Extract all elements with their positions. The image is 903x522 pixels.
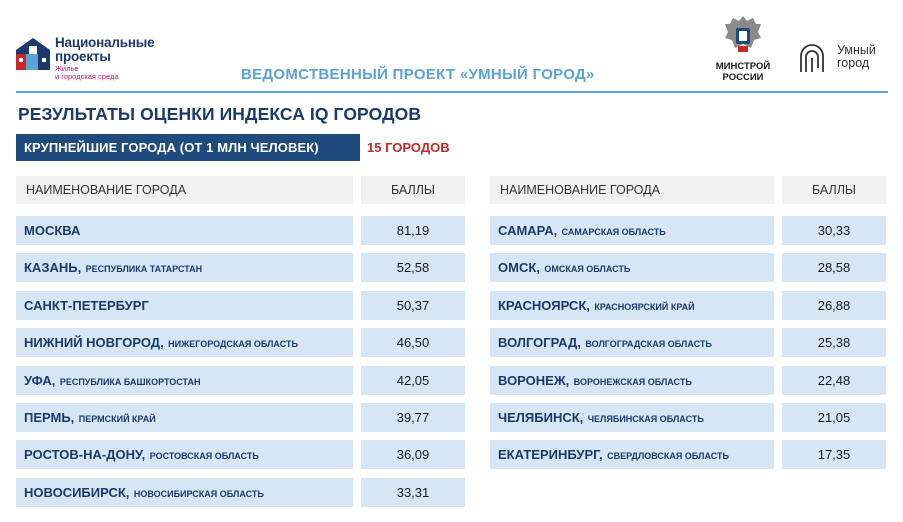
right-column-header-name [490,176,774,204]
city-name-cell [16,440,353,469]
score-cell: 22,48 [782,366,886,395]
region-name: САМАРСКАЯ ОБЛАСТЬ [561,227,666,237]
city-name: НИЖНИЙ НОВГОРОД, [24,335,164,350]
score-cell: 25,38 [782,328,886,357]
city-name: ВОЛГОГРАД, [498,335,581,350]
city-name: ЧЕЛЯБИНСК, [498,410,584,425]
column-label: БАЛЛЫ [390,183,435,197]
city-name-cell [490,253,774,282]
city-name: ВОРОНЕЖ, [498,373,570,388]
category-badge: КРУПНЕЙШИЕ ГОРОДА (ОТ 1 МЛН ЧЕЛОВЕК) [16,134,360,161]
score-cell: 42,05 [361,366,465,395]
city-name-cell [16,403,353,432]
national-projects-title: Национальные проекты [55,35,155,64]
city-name: ЕКАТЕРИНБУРГ, [498,447,603,462]
region-name: ВОРОНЕЖСКАЯ ОБЛАСТЬ [573,377,692,387]
city-name-cell [490,403,774,432]
region-name: СВЕРДЛОВСКАЯ ОБЛАСТЬ [607,451,729,461]
city-name: САНКТ-ПЕТЕРБУРГ [24,298,149,313]
city-name: КАЗАНЬ, [24,260,82,275]
city-name-cell [16,366,353,395]
city-name-cell [16,328,353,357]
city-name-cell [16,253,353,282]
region-name: ОМСКАЯ ОБЛАСТЬ [544,264,631,274]
region-name: НИЖЕГОРОДСКАЯ ОБЛАСТЬ [168,339,298,349]
region-name: РЕСПУБЛИКА ТАТАРСТАН [85,264,203,274]
category-count: 15 ГОРОДОВ [367,140,450,155]
header-divider [16,91,888,93]
city-name: НОВОСИБИРСК, [24,485,130,500]
score-cell: 36,09 [361,440,465,469]
section-title: РЕЗУЛЬТАТЫ ОЦЕНКИ ИНДЕКСА IQ ГОРОДОВ [18,104,422,124]
region-name: РОСТОВСКАЯ ОБЛАСТЬ [149,451,259,461]
national-projects-logo-icon [14,36,52,72]
project-title: ВЕДОМСТВЕННЫЙ ПРОЕКТ «УМНЫЙ ГОРОД» [241,66,595,83]
city-name-cell [490,440,774,469]
score-cell: 26,88 [782,291,886,320]
region-name: РЕСПУБЛИКА БАШКОРТОСТАН [59,377,201,387]
city-name: ПЕРМЬ, [24,410,75,425]
city-name-cell [490,216,774,245]
smart-city-label: Умный город [837,43,876,70]
score-cell: 30,33 [782,216,886,245]
column-label: БАЛЛЫ [811,183,856,197]
score-cell: 50,37 [361,291,465,320]
right-column-header-score [782,176,886,204]
smart-city-fingerprint-icon [795,38,829,76]
city-name-cell [490,328,774,357]
region-name: ЧЕЛЯБИНСКАЯ ОБЛАСТЬ [587,414,704,424]
city-name: КРАСНОЯРСК, [498,298,590,313]
score-cell: 28,58 [782,253,886,282]
city-name: МОСКВА [24,223,81,238]
score-cell: 33,31 [361,478,465,507]
city-name: УФА, [24,373,56,388]
city-name-cell [16,216,353,245]
region-name: ВОЛГОГРАДСКАЯ ОБЛАСТЬ [585,339,712,349]
city-name: РОСТОВ-НА-ДОНУ, [24,447,146,462]
left-column-header-score [361,176,465,204]
city-name-cell [16,291,353,320]
national-projects-subtitle: Жилье и городская среда [55,64,119,81]
city-name-cell [490,291,774,320]
city-name-cell [16,478,353,507]
city-name-cell [490,366,774,395]
score-cell: 17,35 [782,440,886,469]
score-cell: 81,19 [361,216,465,245]
region-name: КРАСНОЯРСКИЙ КРАЙ [594,302,695,312]
score-cell: 39,77 [361,403,465,432]
region-name: ПЕРМСКИЙ КРАЙ [78,414,156,424]
column-label: НАИМЕНОВАНИЕ ГОРОДА [26,183,187,197]
score-cell: 46,50 [361,328,465,357]
score-cell: 52,58 [361,253,465,282]
city-name: САМАРА, [498,223,558,238]
score-cell: 21,05 [782,403,886,432]
left-column-header-name [16,176,353,204]
russian-coat-of-arms-icon [723,12,763,58]
column-label: НАИМЕНОВАНИЕ ГОРОДА [500,183,661,197]
region-name: НОВОСИБИРСКАЯ ОБЛАСТЬ [133,489,264,499]
city-name: ОМСК, [498,260,540,275]
ministry-label: МИНСТРОЙ РОССИИ [715,61,771,83]
